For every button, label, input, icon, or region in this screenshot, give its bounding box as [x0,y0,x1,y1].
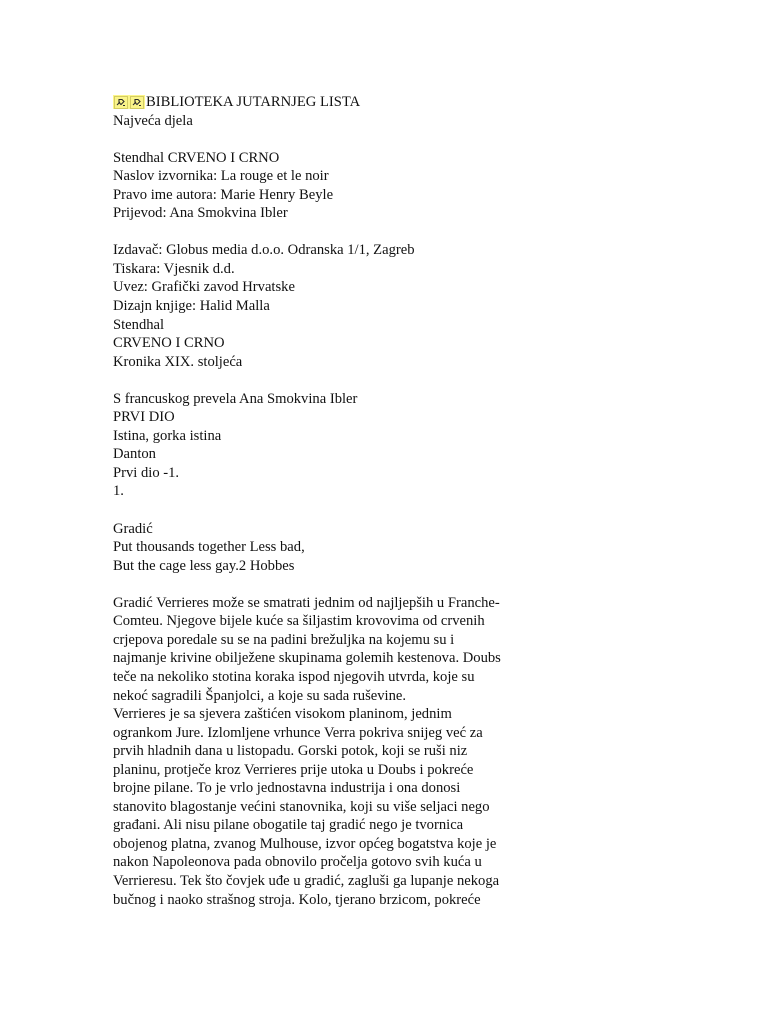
part-info-line: PRVI DIO [113,409,175,426]
body-line: najmanje krivine obilježene skupinama golemih kestenova. Doubs [113,650,501,667]
body-line: Verrieresu. Tek što čovjek uđe u gradić, zagluši ga lupanje nekoga [113,872,500,889]
publisher-info-line: Izdavač: Globus media d.o.o. Odranska 1/1, Zagreb [113,242,415,259]
epigraph-line: Put thousands together Less bad, [113,539,305,556]
body-line: brojne pilane. To je vrlo jednostavna industrija i ona donosi [113,780,461,797]
chapter-title: Gradić [113,520,153,537]
link-icon[interactable] [130,96,144,109]
publisher-info-line: Uvez: Grafički zavod Hrvatske [113,279,295,296]
book-info-block [113,149,558,223]
epigraph-line: But the cage less gay.2 Hobbes [113,557,295,574]
link-icon[interactable] [114,96,128,109]
body-line: stanovito blagostanje većini stanovnika, koji su više seljaci nego [113,798,490,815]
book-info-line: Stendhal CRVENO I CRNO [113,149,280,166]
body-line: nakon Napoleonova pada obnovilo pročelja gotovo svih kuća u [113,854,482,871]
body-line: ogrankom Jure. Izlomljene vrhunce Verra pokriva snijeg već za [113,724,483,741]
publisher-info-line: CRVENO I CRNO [113,335,225,352]
publisher-info-block [113,241,558,371]
spacer [113,575,558,594]
body-line: Comteu. Njegove bijele kuće sa šiljastim krovovima od crvenih [113,613,485,630]
spacer [113,223,558,242]
publisher-info-line: Dizajn knjige: Halid Malla [113,298,270,315]
document-page [113,93,558,909]
body-line: nekoć sagradili Španjolci, a koje su sada ruševine. [113,687,407,704]
body-text [113,594,558,909]
body-line: Verrieres je sa sjevera zaštićen visokom planinom, jednim [113,706,452,723]
body-line: obojenog platna, zvanog Mulhouse, izvor općeg bogatstva koje je [113,835,497,852]
header-line [113,93,558,112]
spacer [113,130,558,149]
part-info-line: S francuskog prevela Ana Smokvina Ibler [113,390,358,407]
part-info-line: 1. [113,483,124,500]
spacer [113,371,558,390]
book-info-line: Naslov izvornika: La rouge et le noir [113,168,329,185]
library-subtitle: Najveća djela [113,112,193,129]
chapter-block [113,520,558,576]
library-title: BIBLIOTEKA JUTARNJEG LISTA [146,94,361,110]
book-info-line: Pravo ime autora: Marie Henry Beyle [113,186,334,203]
part-info-line: Prvi dio -1. [113,464,180,481]
publisher-info-line: Tiskara: Vjesnik d.d. [113,260,235,277]
body-line: Gradić Verrieres može se smatrati jednim od najljepših u Franche- [113,594,500,611]
publisher-info-line: Stendhal [113,316,165,333]
body-line: građani. Ali nisu pilane obogatile taj gradić nego je tvornica [113,817,464,834]
highlighted-icons [113,95,145,109]
part-info-block [113,390,558,501]
part-info-line: Danton [113,446,156,463]
body-line: teče na nekoliko stotina koraka ispod njegovih utvrda, koje su [113,668,475,685]
body-line: prvih hladnih dana u listopadu. Gorski potok, koji se ruši niz [113,743,468,760]
body-line: bučnog i naoko strašnog stroja. Kolo, tjerano brzicom, pokreće [113,891,481,908]
part-info-line: Istina, gorka istina [113,427,222,444]
publisher-info-line: Kronika XIX. stoljeća [113,353,243,370]
body-line: planinu, protječe kroz Verrieres prije utoka u Doubs i pokreće [113,761,474,778]
book-info-line: Prijevod: Ana Smokvina Ibler [113,205,288,222]
body-line: crjepova poredale su se na padini brežuljka na kojemu su i [113,631,455,648]
spacer [113,501,558,520]
